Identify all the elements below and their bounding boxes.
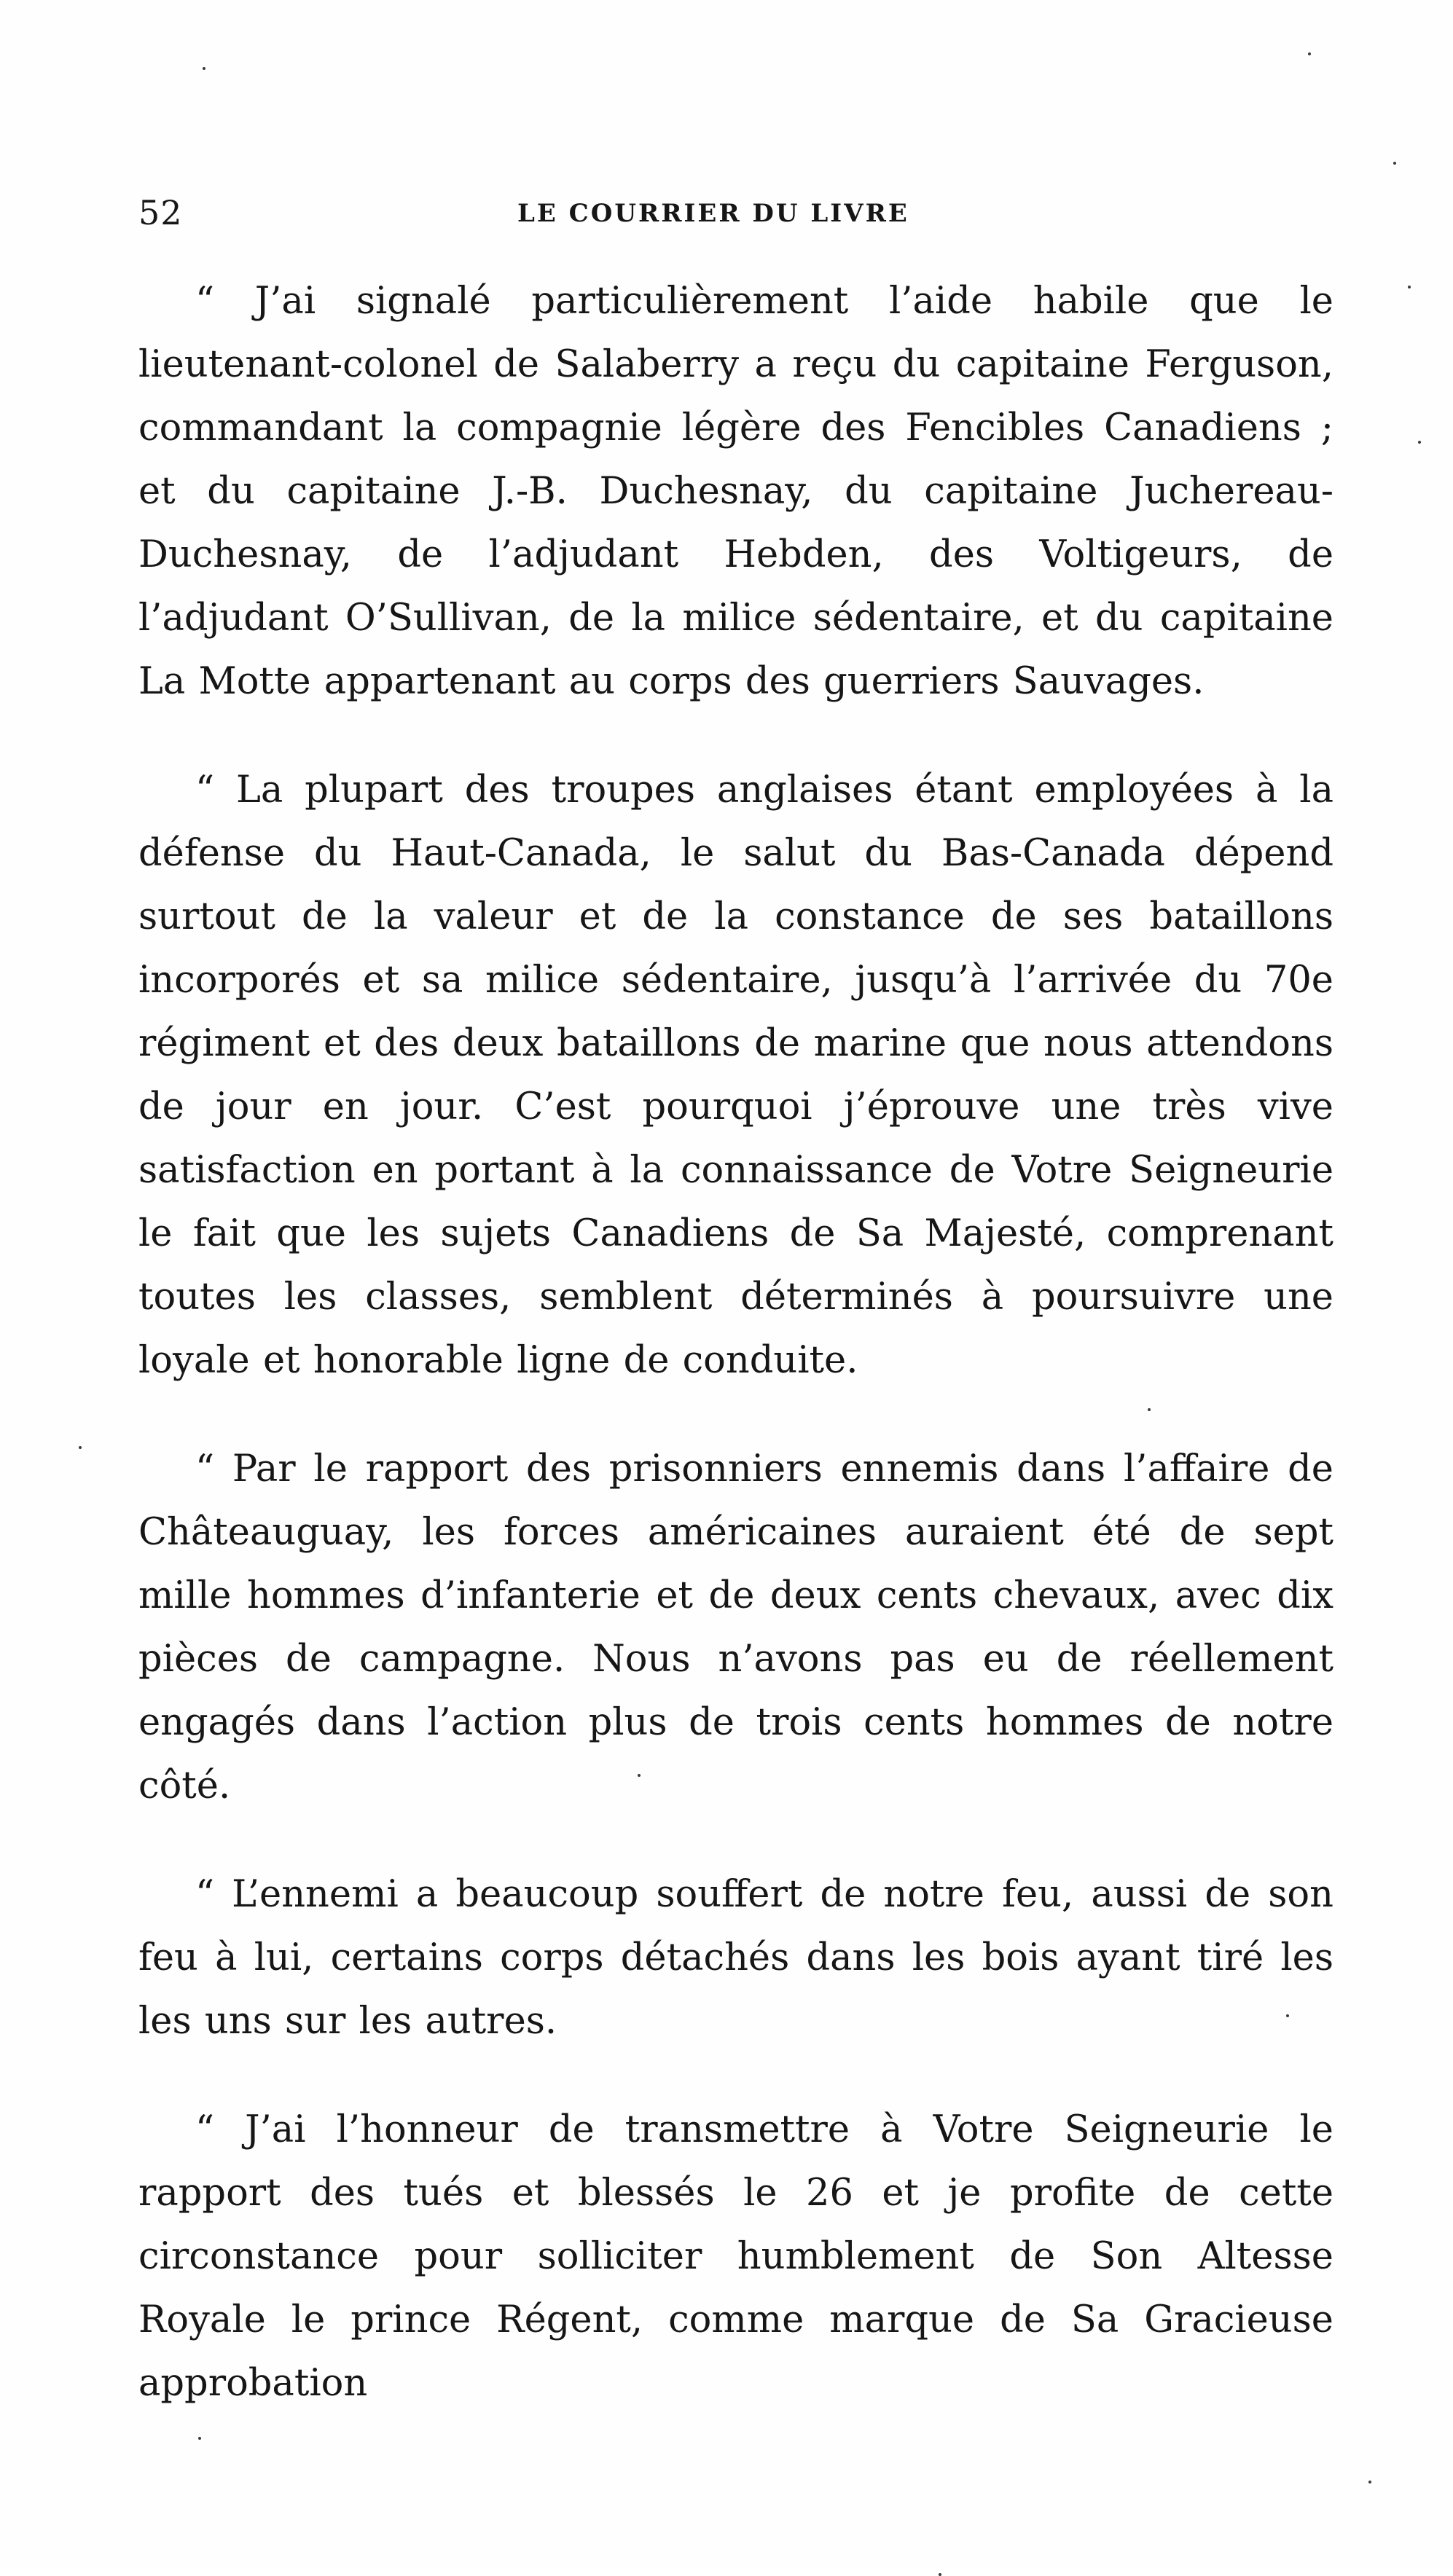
scan-speck bbox=[1368, 2481, 1371, 2483]
paragraph-prisoners: “ Par le rapport des prisonniers ennemis dans l’affaire de Châteauguay, les forces américaines auraient été de sept mille hommes d’infanterie et de deux cents chevaux, avec dix pièces de campagne. Nous n’avons pas eu de réellement engagés dans l’action plus de trois cents hommes de notre côté. bbox=[138, 1448, 1333, 1807]
page-header bbox=[138, 193, 1333, 237]
scan-speck bbox=[79, 1446, 82, 1449]
paragraph-troops: “ La plupart des troupes anglaises étant employées à la défense du Haut-Canada, le salut du Bas-Canada dépend surtout de la valeur et de la constance de ses bataillons incorporés et sa milice sédentaire, jusqu’à l’arrivée du 70e régiment et des deux bataillons de marine que nous attendons de jour en jour. C’est pourquoi j’éprouve une très vive satisfaction en portant à la connaissance de Votre Seigneurie le fait que les sujets Canadiens de Sa Majesté, comprenant toutes les classes, semblent déterminés à poursuivre une loyale et honorable ligne de conduite. bbox=[138, 769, 1333, 1382]
running-title: LE COURRIER DU LIVRE bbox=[517, 199, 909, 228]
paragraph-officers: “ J’ai signalé particulièrement l’aide habile que le lieutenant-colonel de Salaberry a reçu du capitaine Ferguson, commandant la compagnie légère des Fencibles Canadiens ; et du capitaine J.-B. Duchesnay, du capitaine Juchereau-Duchesnay, de l’adjudant Hebden, des Voltigeurs, de l’adjudant O’Sullivan, de la milice sédentaire, et du capitaine La Motte appartenant au corps des guerriers Sauvages. bbox=[138, 280, 1333, 703]
scan-speck bbox=[1148, 1408, 1151, 1411]
scan-speck bbox=[1408, 286, 1411, 288]
paragraph-enemy-fire: “ L’ennemi a beaucoup souffert de notre feu, aussi de son feu à lui, certains corps détachés dans les bois ayant tiré les les uns sur les autres. bbox=[138, 1873, 1333, 2043]
scan-speck bbox=[939, 2573, 941, 2576]
scan-speck bbox=[1393, 162, 1396, 165]
scan-speck bbox=[1308, 52, 1311, 55]
body-text bbox=[138, 270, 1333, 2415]
scan-speck bbox=[1286, 2014, 1289, 2017]
paragraph-honour: “ J’ai l’honneur de transmettre à Votre Seigneurie le rapport des tués et blessés le 26 et je profite de cette circonstance pour solliciter humblement de Son Altesse Royale le prince Régent, comme marque de Sa Gracieuse approbation bbox=[138, 2108, 1333, 2405]
scan-speck bbox=[198, 2437, 201, 2440]
page-number: 52 bbox=[138, 193, 183, 232]
scan-speck bbox=[203, 67, 205, 70]
scan-speck bbox=[1418, 441, 1421, 444]
scan-speck bbox=[638, 1774, 641, 1777]
